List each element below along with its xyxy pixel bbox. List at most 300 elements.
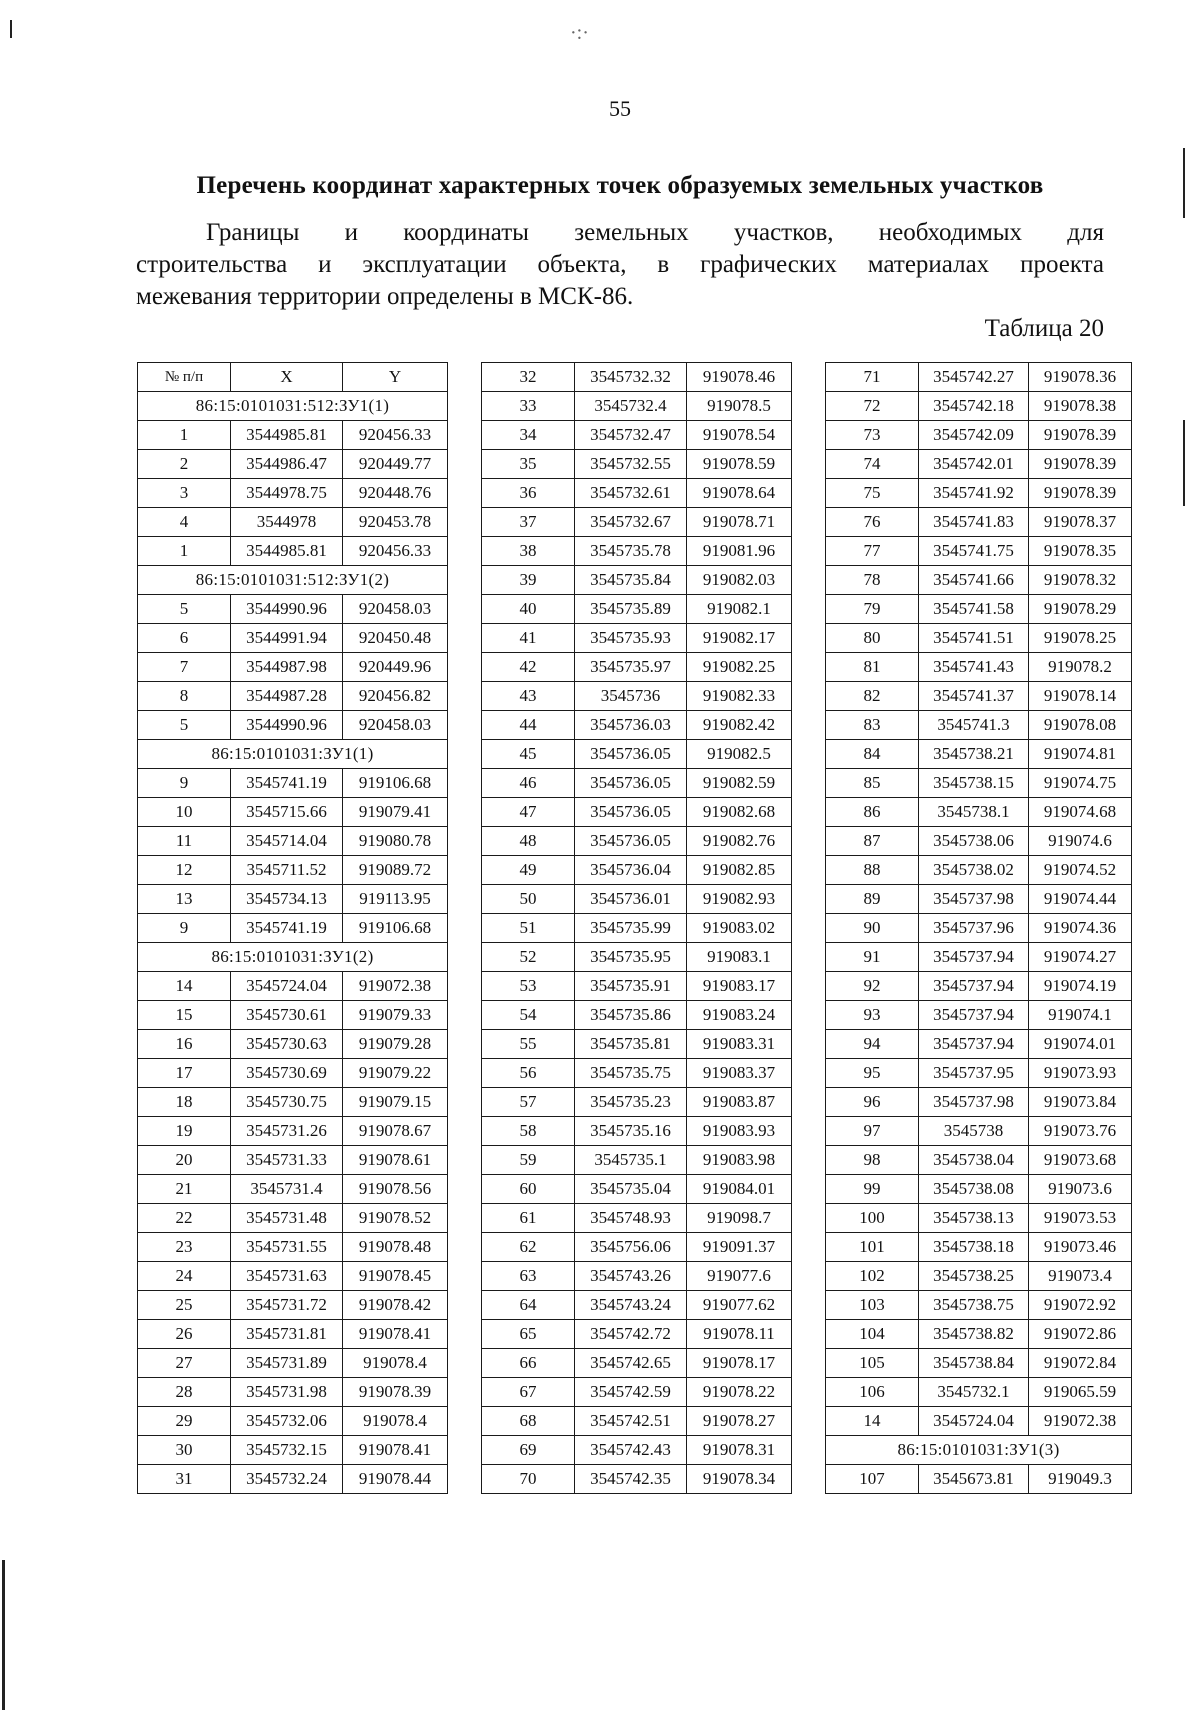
x-coordinate-cell: 3545738 — [919, 1117, 1029, 1146]
table-row — [826, 421, 1132, 450]
parcel-group-row — [138, 943, 448, 972]
y-coordinate-cell: 919065.59 — [1029, 1378, 1132, 1407]
table-row — [138, 1320, 448, 1349]
table-row — [138, 479, 448, 508]
y-coordinate-cell: 919078.5 — [687, 392, 792, 421]
column-header-x: X — [231, 363, 343, 392]
table-row — [482, 1465, 792, 1494]
point-number-cell: 4 — [138, 508, 231, 537]
table-row — [826, 1175, 1132, 1204]
y-coordinate-cell: 919078.36 — [1029, 363, 1132, 392]
y-coordinate-cell: 919074.27 — [1029, 943, 1132, 972]
y-coordinate-cell: 919113.95 — [343, 885, 448, 914]
table-row — [826, 972, 1132, 1001]
x-coordinate-cell: 3545738.08 — [919, 1175, 1029, 1204]
point-number-cell: 5 — [138, 711, 231, 740]
table-row — [482, 1378, 792, 1407]
table-row — [138, 682, 448, 711]
x-coordinate-cell: 3545737.95 — [919, 1059, 1029, 1088]
y-coordinate-cell: 919106.68 — [343, 769, 448, 798]
table-row — [138, 1088, 448, 1117]
table-row — [138, 769, 448, 798]
x-coordinate-cell: 3545738.25 — [919, 1262, 1029, 1291]
x-coordinate-cell: 3544986.47 — [231, 450, 343, 479]
point-number-cell: 21 — [138, 1175, 231, 1204]
y-coordinate-cell: 919082.5 — [687, 740, 792, 769]
point-number-cell: 73 — [826, 421, 919, 450]
table-row — [482, 1262, 792, 1291]
table-row — [482, 740, 792, 769]
table-row — [482, 769, 792, 798]
x-coordinate-cell: 3545756.06 — [575, 1233, 687, 1262]
table-row — [482, 1233, 792, 1262]
x-coordinate-cell: 3545734.13 — [231, 885, 343, 914]
table-row — [482, 972, 792, 1001]
point-number-cell: 98 — [826, 1146, 919, 1175]
y-coordinate-cell: 919074.75 — [1029, 769, 1132, 798]
point-number-cell: 76 — [826, 508, 919, 537]
x-coordinate-cell: 3545737.98 — [919, 1088, 1029, 1117]
y-coordinate-cell: 919106.68 — [343, 914, 448, 943]
y-coordinate-cell: 919078.42 — [343, 1291, 448, 1320]
y-coordinate-cell: 919082.42 — [687, 711, 792, 740]
point-number-cell: 26 — [138, 1320, 231, 1349]
point-number-cell: 15 — [138, 1001, 231, 1030]
table-row — [482, 827, 792, 856]
table-row — [482, 1175, 792, 1204]
x-coordinate-cell: 3545735.95 — [575, 943, 687, 972]
x-coordinate-cell: 3545743.26 — [575, 1262, 687, 1291]
point-number-cell: 71 — [826, 363, 919, 392]
point-number-cell: 67 — [482, 1378, 575, 1407]
table-row — [482, 1291, 792, 1320]
point-number-cell: 23 — [138, 1233, 231, 1262]
point-number-cell: 107 — [826, 1465, 919, 1494]
table-row — [138, 1291, 448, 1320]
x-coordinate-cell: 3545731.72 — [231, 1291, 343, 1320]
y-coordinate-cell: 919083.98 — [687, 1146, 792, 1175]
x-coordinate-cell: 3545741.75 — [919, 537, 1029, 566]
table-row — [826, 827, 1132, 856]
point-number-cell: 61 — [482, 1204, 575, 1233]
table-row — [826, 856, 1132, 885]
table-row — [826, 450, 1132, 479]
y-coordinate-cell: 919098.7 — [687, 1204, 792, 1233]
x-coordinate-cell: 3545742.43 — [575, 1436, 687, 1465]
y-coordinate-cell: 919078.44 — [343, 1465, 448, 1494]
x-coordinate-cell: 3545736.05 — [575, 798, 687, 827]
point-number-cell: 81 — [826, 653, 919, 682]
y-coordinate-cell: 919074.81 — [1029, 740, 1132, 769]
table-row — [826, 1320, 1132, 1349]
x-coordinate-cell: 3545736 — [575, 682, 687, 711]
x-coordinate-cell: 3545737.96 — [919, 914, 1029, 943]
x-coordinate-cell: 3545741.92 — [919, 479, 1029, 508]
table-row — [138, 624, 448, 653]
x-coordinate-cell: 3545738.82 — [919, 1320, 1029, 1349]
point-number-cell: 56 — [482, 1059, 575, 1088]
x-coordinate-cell: 3545737.94 — [919, 1001, 1029, 1030]
table-row — [826, 1204, 1132, 1233]
intro-line: Границы и координаты земельных участков, необходимых для — [206, 219, 1104, 246]
point-number-cell: 42 — [482, 653, 575, 682]
table-row — [826, 479, 1132, 508]
point-number-cell: 44 — [482, 711, 575, 740]
table-row — [482, 624, 792, 653]
y-coordinate-cell: 920458.03 — [343, 711, 448, 740]
point-number-cell: 70 — [482, 1465, 575, 1494]
point-number-cell: 9 — [138, 769, 231, 798]
point-number-cell: 24 — [138, 1262, 231, 1291]
point-number-cell: 10 — [138, 798, 231, 827]
table-row — [138, 1204, 448, 1233]
point-number-cell: 65 — [482, 1320, 575, 1349]
y-coordinate-cell: 919074.6 — [1029, 827, 1132, 856]
y-coordinate-cell: 919074.1 — [1029, 1001, 1132, 1030]
table-row — [138, 798, 448, 827]
point-number-cell: 79 — [826, 595, 919, 624]
y-coordinate-cell: 919083.17 — [687, 972, 792, 1001]
x-coordinate-cell: 3545735.16 — [575, 1117, 687, 1146]
table-row — [482, 1059, 792, 1088]
x-coordinate-cell: 3545742.18 — [919, 392, 1029, 421]
table-row — [482, 1436, 792, 1465]
table-row — [826, 1233, 1132, 1262]
point-number-cell: 103 — [826, 1291, 919, 1320]
point-number-cell: 86 — [826, 798, 919, 827]
x-coordinate-cell: 3545714.04 — [231, 827, 343, 856]
x-coordinate-cell: 3545735.86 — [575, 1001, 687, 1030]
table-row — [482, 1407, 792, 1436]
table-row — [826, 1001, 1132, 1030]
point-number-cell: 9 — [138, 914, 231, 943]
point-number-cell: 54 — [482, 1001, 575, 1030]
x-coordinate-cell: 3545731.4 — [231, 1175, 343, 1204]
point-number-cell: 60 — [482, 1175, 575, 1204]
table-row — [482, 1030, 792, 1059]
x-coordinate-cell: 3545732.32 — [575, 363, 687, 392]
point-number-cell: 101 — [826, 1233, 919, 1262]
intro-paragraph — [136, 217, 1104, 313]
point-number-cell: 84 — [826, 740, 919, 769]
table-row — [826, 1465, 1132, 1494]
table-row — [482, 363, 792, 392]
x-coordinate-cell: 3545673.81 — [919, 1465, 1029, 1494]
column-header-number: № п/п — [138, 363, 231, 392]
table-row — [482, 885, 792, 914]
y-coordinate-cell: 919073.53 — [1029, 1204, 1132, 1233]
table-row — [138, 1436, 448, 1465]
point-number-cell: 75 — [826, 479, 919, 508]
x-coordinate-cell: 3545735.93 — [575, 624, 687, 653]
point-number-cell: 51 — [482, 914, 575, 943]
y-coordinate-cell: 919072.38 — [1029, 1407, 1132, 1436]
point-number-cell: 50 — [482, 885, 575, 914]
x-coordinate-cell: 3545732.61 — [575, 479, 687, 508]
y-coordinate-cell: 919074.52 — [1029, 856, 1132, 885]
y-coordinate-cell: 919082.76 — [687, 827, 792, 856]
table-row — [482, 595, 792, 624]
point-number-cell: 97 — [826, 1117, 919, 1146]
x-coordinate-cell: 3545731.33 — [231, 1146, 343, 1175]
y-coordinate-cell: 919078.39 — [1029, 421, 1132, 450]
table-row — [138, 1059, 448, 1088]
table-row — [826, 798, 1132, 827]
point-number-cell: 31 — [138, 1465, 231, 1494]
x-coordinate-cell: 3545730.69 — [231, 1059, 343, 1088]
x-coordinate-cell: 3545738.75 — [919, 1291, 1029, 1320]
table-row — [138, 856, 448, 885]
table-row — [826, 1407, 1132, 1436]
y-coordinate-cell: 919078.14 — [1029, 682, 1132, 711]
point-number-cell: 14 — [138, 972, 231, 1001]
x-coordinate-cell: 3545732.55 — [575, 450, 687, 479]
table-row — [826, 682, 1132, 711]
table-row — [138, 972, 448, 1001]
y-coordinate-cell: 919078.39 — [343, 1378, 448, 1407]
x-coordinate-cell: 3545736.05 — [575, 827, 687, 856]
x-coordinate-cell: 3545731.63 — [231, 1262, 343, 1291]
x-coordinate-cell: 3545735.81 — [575, 1030, 687, 1059]
x-coordinate-cell: 3545736.01 — [575, 885, 687, 914]
x-coordinate-cell: 3545731.81 — [231, 1320, 343, 1349]
table-row — [826, 1378, 1132, 1407]
x-coordinate-cell: 3545742.01 — [919, 450, 1029, 479]
y-coordinate-cell: 919073.84 — [1029, 1088, 1132, 1117]
y-coordinate-cell: 919073.76 — [1029, 1117, 1132, 1146]
parcel-cadastral-number: 86:15:0101031:512:ЗУ1(2) — [138, 566, 448, 595]
table-header-row — [138, 363, 448, 392]
table-row — [482, 798, 792, 827]
y-coordinate-cell: 919083.93 — [687, 1117, 792, 1146]
point-number-cell: 27 — [138, 1349, 231, 1378]
y-coordinate-cell: 919082.25 — [687, 653, 792, 682]
x-coordinate-cell: 3545724.04 — [231, 972, 343, 1001]
point-number-cell: 85 — [826, 769, 919, 798]
table-row — [826, 1088, 1132, 1117]
point-number-cell: 37 — [482, 508, 575, 537]
table-row — [826, 769, 1132, 798]
point-number-cell: 64 — [482, 1291, 575, 1320]
y-coordinate-cell: 919082.33 — [687, 682, 792, 711]
table-row — [138, 421, 448, 450]
x-coordinate-cell: 3545732.4 — [575, 392, 687, 421]
y-coordinate-cell: 919082.93 — [687, 885, 792, 914]
point-number-cell: 11 — [138, 827, 231, 856]
coordinates-table-part-2 — [481, 362, 792, 1494]
table-row — [826, 624, 1132, 653]
x-coordinate-cell: 3544990.96 — [231, 711, 343, 740]
coordinates-table-part-3 — [825, 362, 1132, 1494]
scan-edge-mark — [2, 1560, 5, 1710]
y-coordinate-cell: 920448.76 — [343, 479, 448, 508]
y-coordinate-cell: 919073.46 — [1029, 1233, 1132, 1262]
point-number-cell: 36 — [482, 479, 575, 508]
x-coordinate-cell: 3545738.21 — [919, 740, 1029, 769]
point-number-cell: 69 — [482, 1436, 575, 1465]
x-coordinate-cell: 3544978.75 — [231, 479, 343, 508]
y-coordinate-cell: 920456.33 — [343, 537, 448, 566]
table-row — [482, 1349, 792, 1378]
point-number-cell: 59 — [482, 1146, 575, 1175]
y-coordinate-cell: 920456.82 — [343, 682, 448, 711]
point-number-cell: 66 — [482, 1349, 575, 1378]
y-coordinate-cell: 919078.64 — [687, 479, 792, 508]
point-number-cell: 57 — [482, 1088, 575, 1117]
x-coordinate-cell: 3545736.05 — [575, 769, 687, 798]
x-coordinate-cell: 3545711.52 — [231, 856, 343, 885]
y-coordinate-cell: 919077.6 — [687, 1262, 792, 1291]
table-row — [826, 1059, 1132, 1088]
x-coordinate-cell: 3544990.96 — [231, 595, 343, 624]
x-coordinate-cell: 3545731.48 — [231, 1204, 343, 1233]
y-coordinate-cell: 919083.37 — [687, 1059, 792, 1088]
point-number-cell: 22 — [138, 1204, 231, 1233]
point-number-cell: 89 — [826, 885, 919, 914]
point-number-cell: 99 — [826, 1175, 919, 1204]
x-coordinate-cell: 3545741.37 — [919, 682, 1029, 711]
y-coordinate-cell: 919072.92 — [1029, 1291, 1132, 1320]
y-coordinate-cell: 919078.59 — [687, 450, 792, 479]
point-number-cell: 83 — [826, 711, 919, 740]
table-row — [138, 1146, 448, 1175]
point-number-cell: 12 — [138, 856, 231, 885]
y-coordinate-cell: 919079.15 — [343, 1088, 448, 1117]
table-caption: Таблица 20 — [984, 315, 1104, 342]
x-coordinate-cell: 3545742.72 — [575, 1320, 687, 1349]
coordinates-table-part-1 — [137, 362, 448, 1494]
x-coordinate-cell: 3545735.78 — [575, 537, 687, 566]
y-coordinate-cell: 919078.41 — [343, 1320, 448, 1349]
table-row — [138, 1117, 448, 1146]
y-coordinate-cell: 919074.44 — [1029, 885, 1132, 914]
point-number-cell: 93 — [826, 1001, 919, 1030]
point-number-cell: 32 — [482, 363, 575, 392]
point-number-cell: 46 — [482, 769, 575, 798]
table-row — [138, 885, 448, 914]
x-coordinate-cell: 3545732.67 — [575, 508, 687, 537]
y-coordinate-cell: 919082.85 — [687, 856, 792, 885]
y-coordinate-cell: 919079.28 — [343, 1030, 448, 1059]
point-number-cell: 34 — [482, 421, 575, 450]
y-coordinate-cell: 919078.71 — [687, 508, 792, 537]
y-coordinate-cell: 919078.11 — [687, 1320, 792, 1349]
table-row — [826, 392, 1132, 421]
y-coordinate-cell: 919078.2 — [1029, 653, 1132, 682]
y-coordinate-cell: 919078.39 — [1029, 450, 1132, 479]
intro-line: межевания территории определены в МСК-86. — [136, 283, 634, 310]
y-coordinate-cell: 919078.61 — [343, 1146, 448, 1175]
point-number-cell: 80 — [826, 624, 919, 653]
point-number-cell: 1 — [138, 421, 231, 450]
table-row — [138, 1262, 448, 1291]
y-coordinate-cell: 919078.32 — [1029, 566, 1132, 595]
point-number-cell: 104 — [826, 1320, 919, 1349]
table-row — [482, 450, 792, 479]
x-coordinate-cell: 3545741.43 — [919, 653, 1029, 682]
x-coordinate-cell: 3545735.84 — [575, 566, 687, 595]
table-row — [826, 1030, 1132, 1059]
y-coordinate-cell: 919078.27 — [687, 1407, 792, 1436]
y-coordinate-cell: 919072.86 — [1029, 1320, 1132, 1349]
scan-edge-mark — [1183, 148, 1185, 218]
y-coordinate-cell: 919078.45 — [343, 1262, 448, 1291]
y-coordinate-cell: 919084.01 — [687, 1175, 792, 1204]
y-coordinate-cell: 919078.4 — [343, 1349, 448, 1378]
x-coordinate-cell: 3545715.66 — [231, 798, 343, 827]
y-coordinate-cell: 919078.34 — [687, 1465, 792, 1494]
x-coordinate-cell: 3545738.1 — [919, 798, 1029, 827]
point-number-cell: 90 — [826, 914, 919, 943]
x-coordinate-cell: 3545732.1 — [919, 1378, 1029, 1407]
point-number-cell: 25 — [138, 1291, 231, 1320]
y-coordinate-cell: 919077.62 — [687, 1291, 792, 1320]
table-row — [826, 1146, 1132, 1175]
table-row — [482, 508, 792, 537]
point-number-cell: 72 — [826, 392, 919, 421]
y-coordinate-cell: 919083.31 — [687, 1030, 792, 1059]
y-coordinate-cell: 919074.68 — [1029, 798, 1132, 827]
table-row — [482, 392, 792, 421]
y-coordinate-cell: 920458.03 — [343, 595, 448, 624]
x-coordinate-cell: 3545730.61 — [231, 1001, 343, 1030]
document-title: Перечень координат характерных точек образуемых земельных участков — [196, 172, 1044, 199]
point-number-cell: 102 — [826, 1262, 919, 1291]
y-coordinate-cell: 919074.01 — [1029, 1030, 1132, 1059]
parcel-cadastral-number: 86:15:0101031:ЗУ1(1) — [138, 740, 448, 769]
point-number-cell: 62 — [482, 1233, 575, 1262]
y-coordinate-cell: 919078.54 — [687, 421, 792, 450]
table-row — [138, 1407, 448, 1436]
table-row — [482, 566, 792, 595]
point-number-cell: 40 — [482, 595, 575, 624]
table-row — [138, 508, 448, 537]
x-coordinate-cell: 3545735.97 — [575, 653, 687, 682]
x-coordinate-cell: 3545732.47 — [575, 421, 687, 450]
x-coordinate-cell: 3545736.03 — [575, 711, 687, 740]
y-coordinate-cell: 919078.22 — [687, 1378, 792, 1407]
y-coordinate-cell: 919078.52 — [343, 1204, 448, 1233]
table-row — [138, 1030, 448, 1059]
x-coordinate-cell: 3545741.51 — [919, 624, 1029, 653]
x-coordinate-cell: 3544985.81 — [231, 421, 343, 450]
point-number-cell: 68 — [482, 1407, 575, 1436]
parcel-cadastral-number: 86:15:0101031:512:ЗУ1(1) — [138, 392, 448, 421]
point-number-cell: 94 — [826, 1030, 919, 1059]
x-coordinate-cell: 3545735.91 — [575, 972, 687, 1001]
table-row — [826, 508, 1132, 537]
x-coordinate-cell: 3545731.55 — [231, 1233, 343, 1262]
y-coordinate-cell: 919080.78 — [343, 827, 448, 856]
x-coordinate-cell: 3545742.59 — [575, 1378, 687, 1407]
point-number-cell: 39 — [482, 566, 575, 595]
x-coordinate-cell: 3545738.13 — [919, 1204, 1029, 1233]
y-coordinate-cell: 919073.4 — [1029, 1262, 1132, 1291]
y-coordinate-cell: 919079.41 — [343, 798, 448, 827]
y-coordinate-cell: 919078.31 — [687, 1436, 792, 1465]
x-coordinate-cell: 3545741.19 — [231, 769, 343, 798]
point-number-cell: 91 — [826, 943, 919, 972]
table-row — [482, 1117, 792, 1146]
x-coordinate-cell: 3545732.24 — [231, 1465, 343, 1494]
y-coordinate-cell: 919078.35 — [1029, 537, 1132, 566]
x-coordinate-cell: 3545743.24 — [575, 1291, 687, 1320]
parcel-group-row — [138, 392, 448, 421]
table-row — [826, 537, 1132, 566]
y-coordinate-cell: 919078.67 — [343, 1117, 448, 1146]
point-number-cell: 19 — [138, 1117, 231, 1146]
x-coordinate-cell: 3545731.98 — [231, 1378, 343, 1407]
